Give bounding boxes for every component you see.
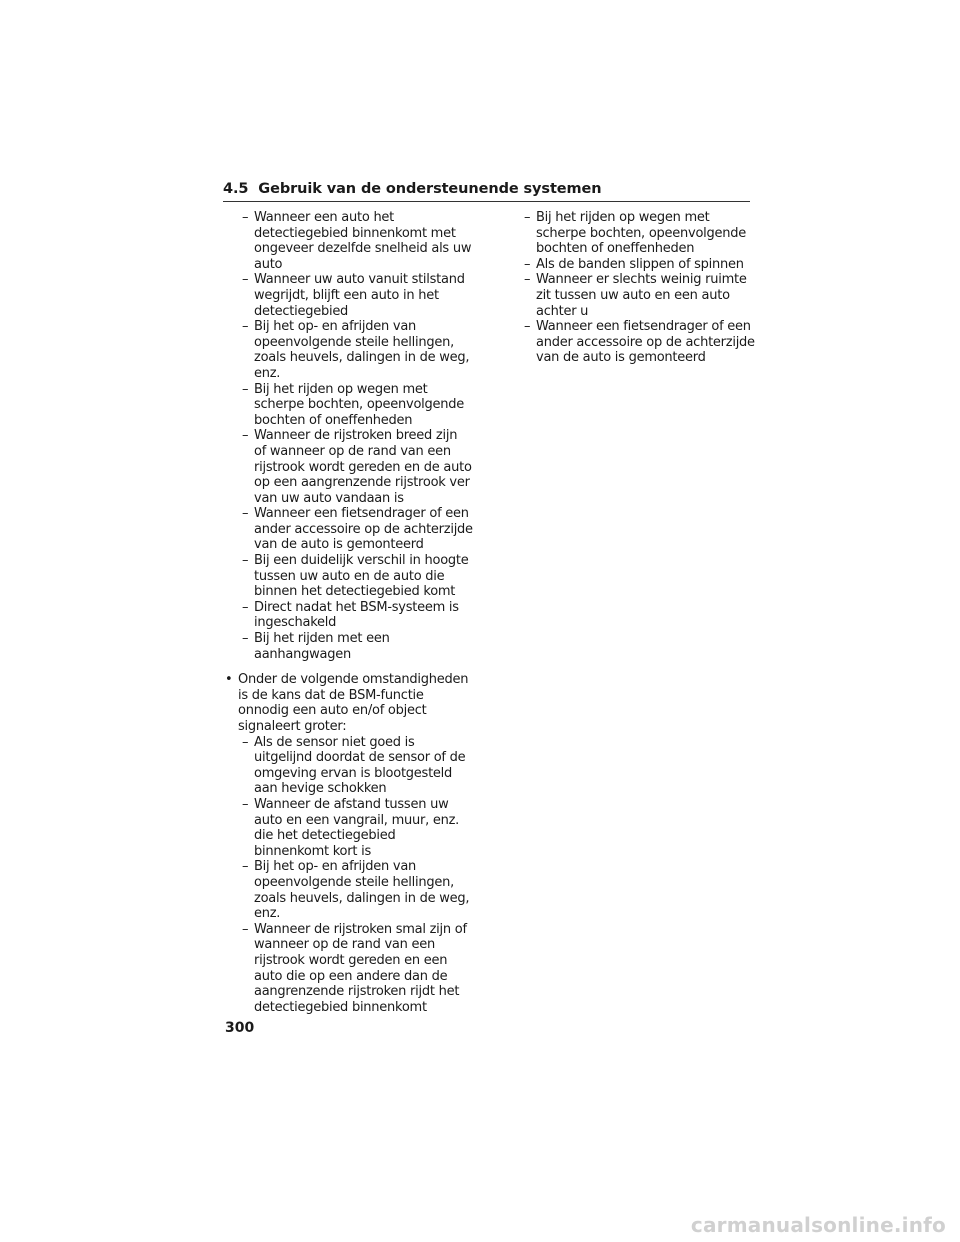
dash-marker: – [524, 210, 531, 225]
dash-marker: – [524, 256, 531, 272]
list-item [524, 210, 756, 257]
list-item-text: Wanneer de rijstroken smal zijn of wanneer op de rand van een rijstrook wordt gereden en een auto die op een andere dan de aangrenzende rijstroken rijdt het detectiegebied binnenkomt [254, 921, 467, 1015]
right-column [524, 210, 756, 366]
bullet-paragraph [223, 672, 473, 1015]
dash-marker: – [242, 428, 249, 444]
list-item-text: Wanneer een fietsendrager of een ander accessoire op de achterzijde van de auto is gemonteerd [536, 319, 755, 366]
section-title-text: Gebruik van de ondersteunende systemen [258, 181, 602, 197]
list-item-text: Als de sensor niet goed is uitgelijnd doordat de sensor of de omgeving ervan is blootgesteld aan hevige schokken [254, 734, 466, 797]
list-item [238, 922, 473, 1016]
list-item [223, 600, 473, 631]
dash-marker: – [242, 506, 249, 522]
list-item [524, 272, 756, 319]
dash-marker: – [524, 272, 531, 288]
bullet-dash-list [238, 735, 473, 1016]
list-item [223, 272, 473, 319]
dash-marker: – [242, 734, 249, 750]
left-dash-list [223, 210, 473, 662]
list-item-text: Bij het rijden op wegen met scherpe bochten, opeenvolgende bochten of oneffenheden [254, 381, 465, 428]
dash-marker: – [524, 319, 531, 335]
list-item-text: Wanneer er slechts weinig ruimte zit tussen uw auto en een auto achter u [536, 272, 747, 319]
list-item-text: Bij het rijden met een aanhangwagen [254, 631, 390, 662]
section-number: 4.5 [223, 181, 249, 197]
list-item-text: Wanneer een fietsendrager of een ander accessoire op de achterzijde van de auto is gemonteerd [254, 506, 473, 553]
list-item [238, 859, 473, 921]
list-item-text: Bij het op- en afrijden van opeenvolgende steile hellingen, zoals heuvels, dalingen in de weg, enz. [254, 319, 470, 381]
dash-marker: – [242, 631, 249, 647]
list-item [524, 257, 756, 273]
list-item-text: Wanneer de rijstroken breed zijn of wanneer op de rand van een rijstrook wordt gereden en de auto op een aangrenzende rijstrook ver van uw auto vandaan is [254, 428, 472, 506]
dash-marker: – [242, 796, 249, 812]
list-item [223, 631, 473, 662]
list-item [223, 319, 473, 381]
right-dash-list [524, 210, 756, 366]
list-item-text: Wanneer uw auto vanuit stilstand wegrijdt, blijft een auto in het detectiegebied [254, 272, 465, 319]
left-column [223, 210, 473, 1015]
list-item-text: Direct nadat het BSM-systeem is ingeschakeld [254, 599, 459, 631]
list-item-text: Wanneer de afstand tussen uw auto en een vangrail, muur, enz. die het detectiegebied binnenkomt kort is [254, 796, 460, 859]
dash-marker: – [242, 272, 249, 288]
dash-marker: – [242, 859, 249, 875]
list-item [223, 210, 473, 272]
page-number: 300 [225, 1020, 255, 1036]
list-item [223, 428, 473, 506]
list-item [223, 382, 473, 429]
dash-marker: – [242, 319, 249, 335]
list-item-text: Als de banden slippen of spinnen [536, 256, 744, 272]
dash-marker: – [242, 381, 249, 397]
list-item [223, 506, 473, 553]
watermark: carmanualsonline.info [690, 1213, 946, 1237]
list-item-text: Wanneer een auto het detectiegebied binnenkomt met ongeveer dezelfde snelheid als uw auto [254, 210, 472, 272]
list-item-text: Bij het rijden op wegen met scherpe bochten, opeenvolgende bochten of oneffenheden [536, 210, 747, 257]
dash-marker: – [242, 553, 249, 569]
list-item-text: Bij een duidelijk verschil in hoogte tussen uw auto en de auto die binnen het detectiegebied komt [254, 553, 469, 600]
list-item [238, 735, 473, 797]
list-item-text: Bij het op- en afrijden van opeenvolgende steile hellingen, zoals heuvels, dalingen in de weg, enz. [254, 859, 470, 922]
list-item [524, 319, 756, 366]
list-item [223, 553, 473, 600]
bullet-marker: • [225, 672, 233, 688]
dash-marker: – [242, 210, 249, 225]
dash-marker: – [242, 599, 249, 615]
list-item [238, 797, 473, 859]
dash-marker: – [242, 921, 249, 937]
bullet-text: Onder de volgende omstandigheden is de kans dat de BSM-functie onnodig een auto en/of object signaleert groter: [238, 672, 469, 734]
section-header [223, 178, 750, 202]
section-title [223, 181, 601, 197]
